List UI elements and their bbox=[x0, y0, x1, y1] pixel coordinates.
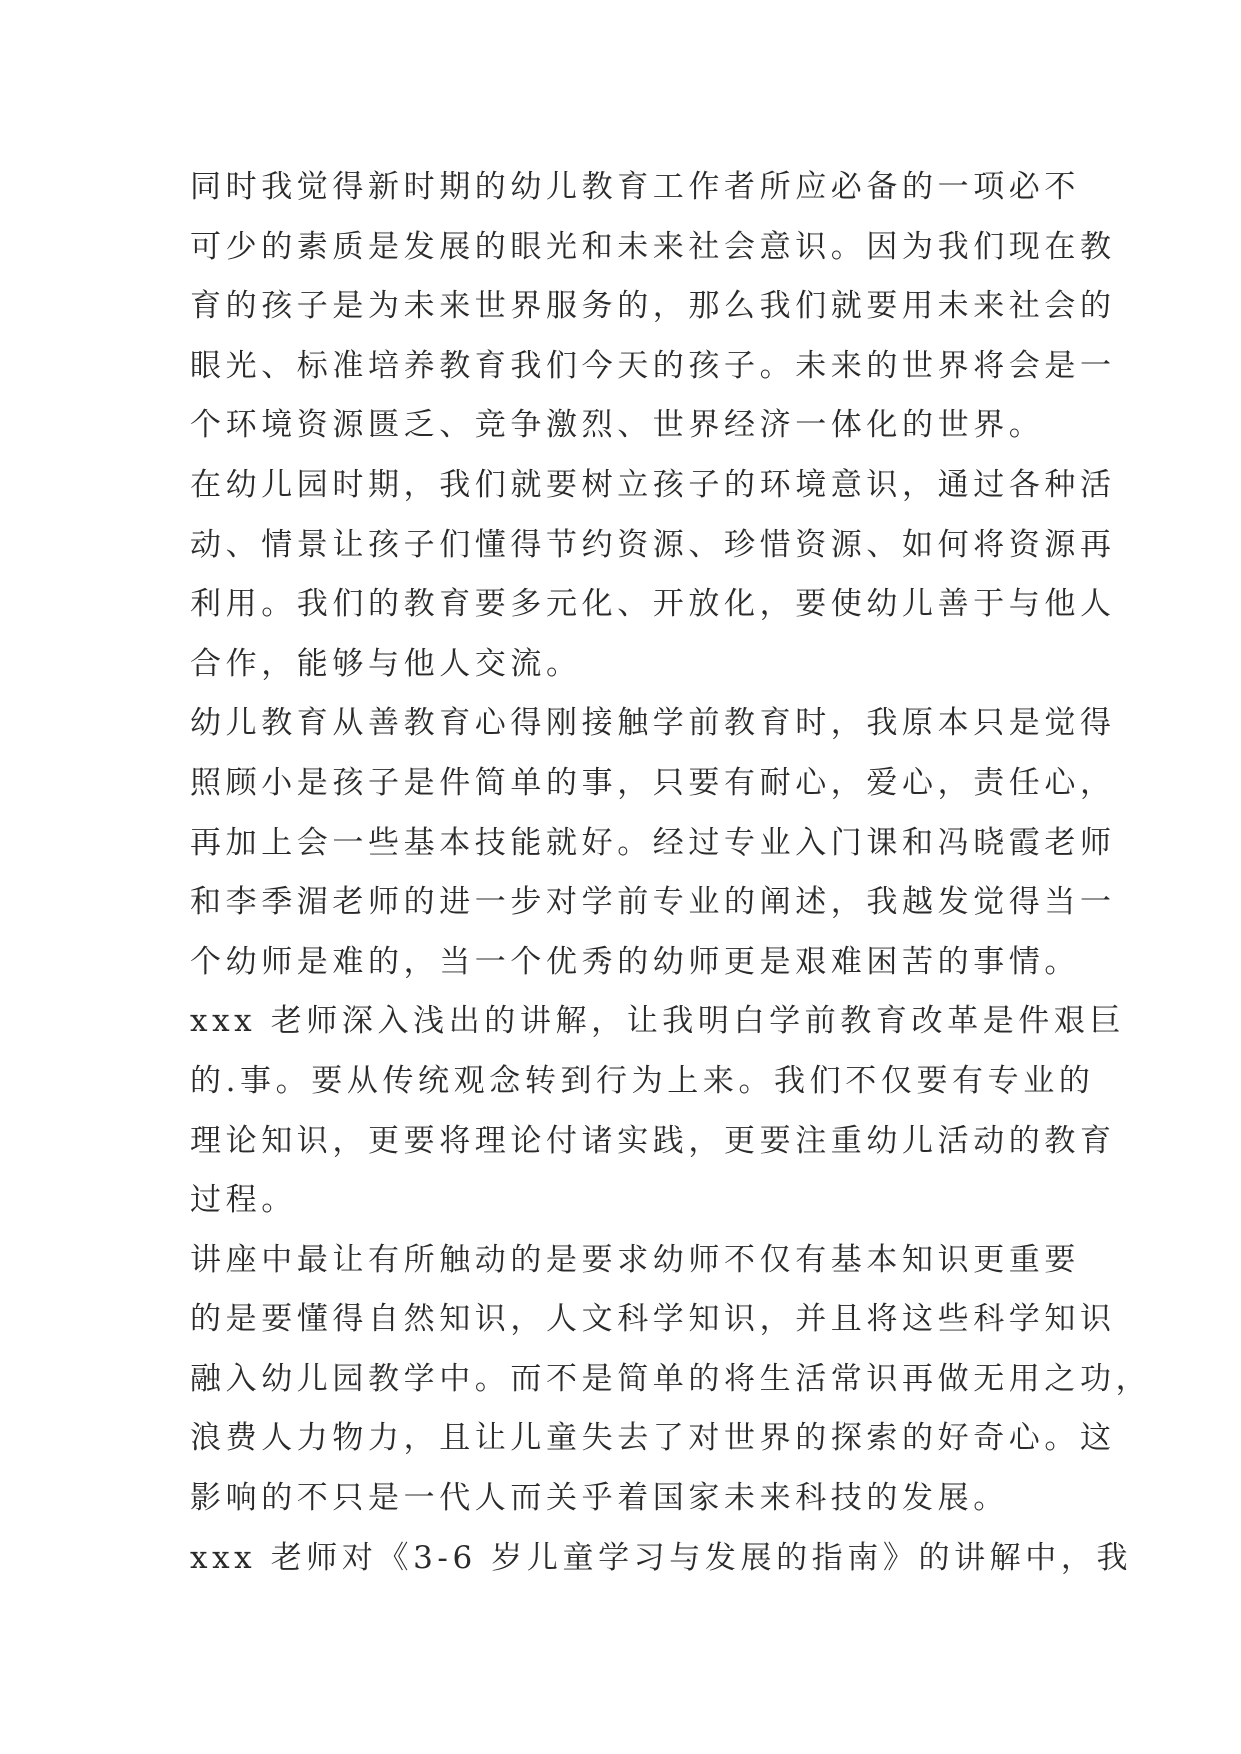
text-line: 动、情景让孩子们懂得节约资源、珍惜资源、如何将资源再 bbox=[190, 526, 1116, 563]
text-line: 的是要懂得自然知识，人文科学知识，并且将这些科学知识 bbox=[190, 1301, 1116, 1338]
text-line: 浪费人力物力，且让儿童失去了对世界的探索的好奇心。这 bbox=[190, 1420, 1116, 1457]
document-body bbox=[190, 158, 1152, 1588]
text-line: 可少的素质是发展的眼光和未来社会意识。因为我们现在教 bbox=[190, 228, 1116, 265]
text-line: 过程。 bbox=[190, 1182, 297, 1219]
text-line: 同时我觉得新时期的幼儿教育工作者所应必备的一项必不 bbox=[190, 169, 1080, 205]
text-line: 眼光、标准培养教育我们今天的孩子。未来的世界将会是一 bbox=[190, 347, 1116, 384]
text-line: 个幼师是难的，当一个优秀的幼师更是艰难困苦的事情。 bbox=[190, 943, 1080, 980]
text-line: 理论知识，更要将理论付诸实践，更要注重幼儿活动的教育 bbox=[190, 1122, 1116, 1159]
text-line: 个环境资源匮乏、竞争激烈、世界经济一体化的世界。 bbox=[190, 407, 1045, 444]
text-line: 在幼儿园时期，我们就要树立孩子的环境意识，通过各种活 bbox=[190, 466, 1116, 503]
text-line: 再加上会一些基本技能就好。经过专业入门课和冯晓霞老师 bbox=[190, 824, 1116, 861]
text-line: 融入幼儿园教学中。而不是简单的将生活常识再做无用之功， bbox=[190, 1360, 1152, 1397]
text-line: 利用。我们的教育要多元化、开放化，要使幼儿善于与他人 bbox=[190, 586, 1116, 623]
text-line: xxx 老师对《3-6 岁儿童学习与发展的指南》的讲解中，我 bbox=[190, 1539, 1133, 1576]
text-line: 育的孩子是为未来世界服务的，那么我们就要用未来社会的 bbox=[190, 288, 1116, 325]
text-line: 的.事。要从传统观念转到行为上来。我们不仅要有专业的 bbox=[190, 1062, 1095, 1099]
text-line: 照顾小是孩子是件简单的事，只要有耐心，爱心，责任心， bbox=[190, 764, 1116, 801]
text-line: 影响的不只是一代人而关乎着国家未来科技的发展。 bbox=[190, 1480, 1009, 1517]
text-line: 合作，能够与他人交流。 bbox=[190, 645, 582, 682]
text-line: xxx 老师深入浅出的讲解，让我明白学前教育改革是件艰巨 bbox=[190, 1003, 1126, 1040]
text-line: 幼儿教育从善教育心得刚接触学前教育时，我原本只是觉得 bbox=[190, 705, 1116, 742]
text-line: 讲座中最让有所触动的是要求幼师不仅有基本知识更重要 bbox=[190, 1241, 1080, 1278]
text-line: 和李季湄老师的进一步对学前专业的阐述，我越发觉得当一 bbox=[190, 884, 1116, 921]
